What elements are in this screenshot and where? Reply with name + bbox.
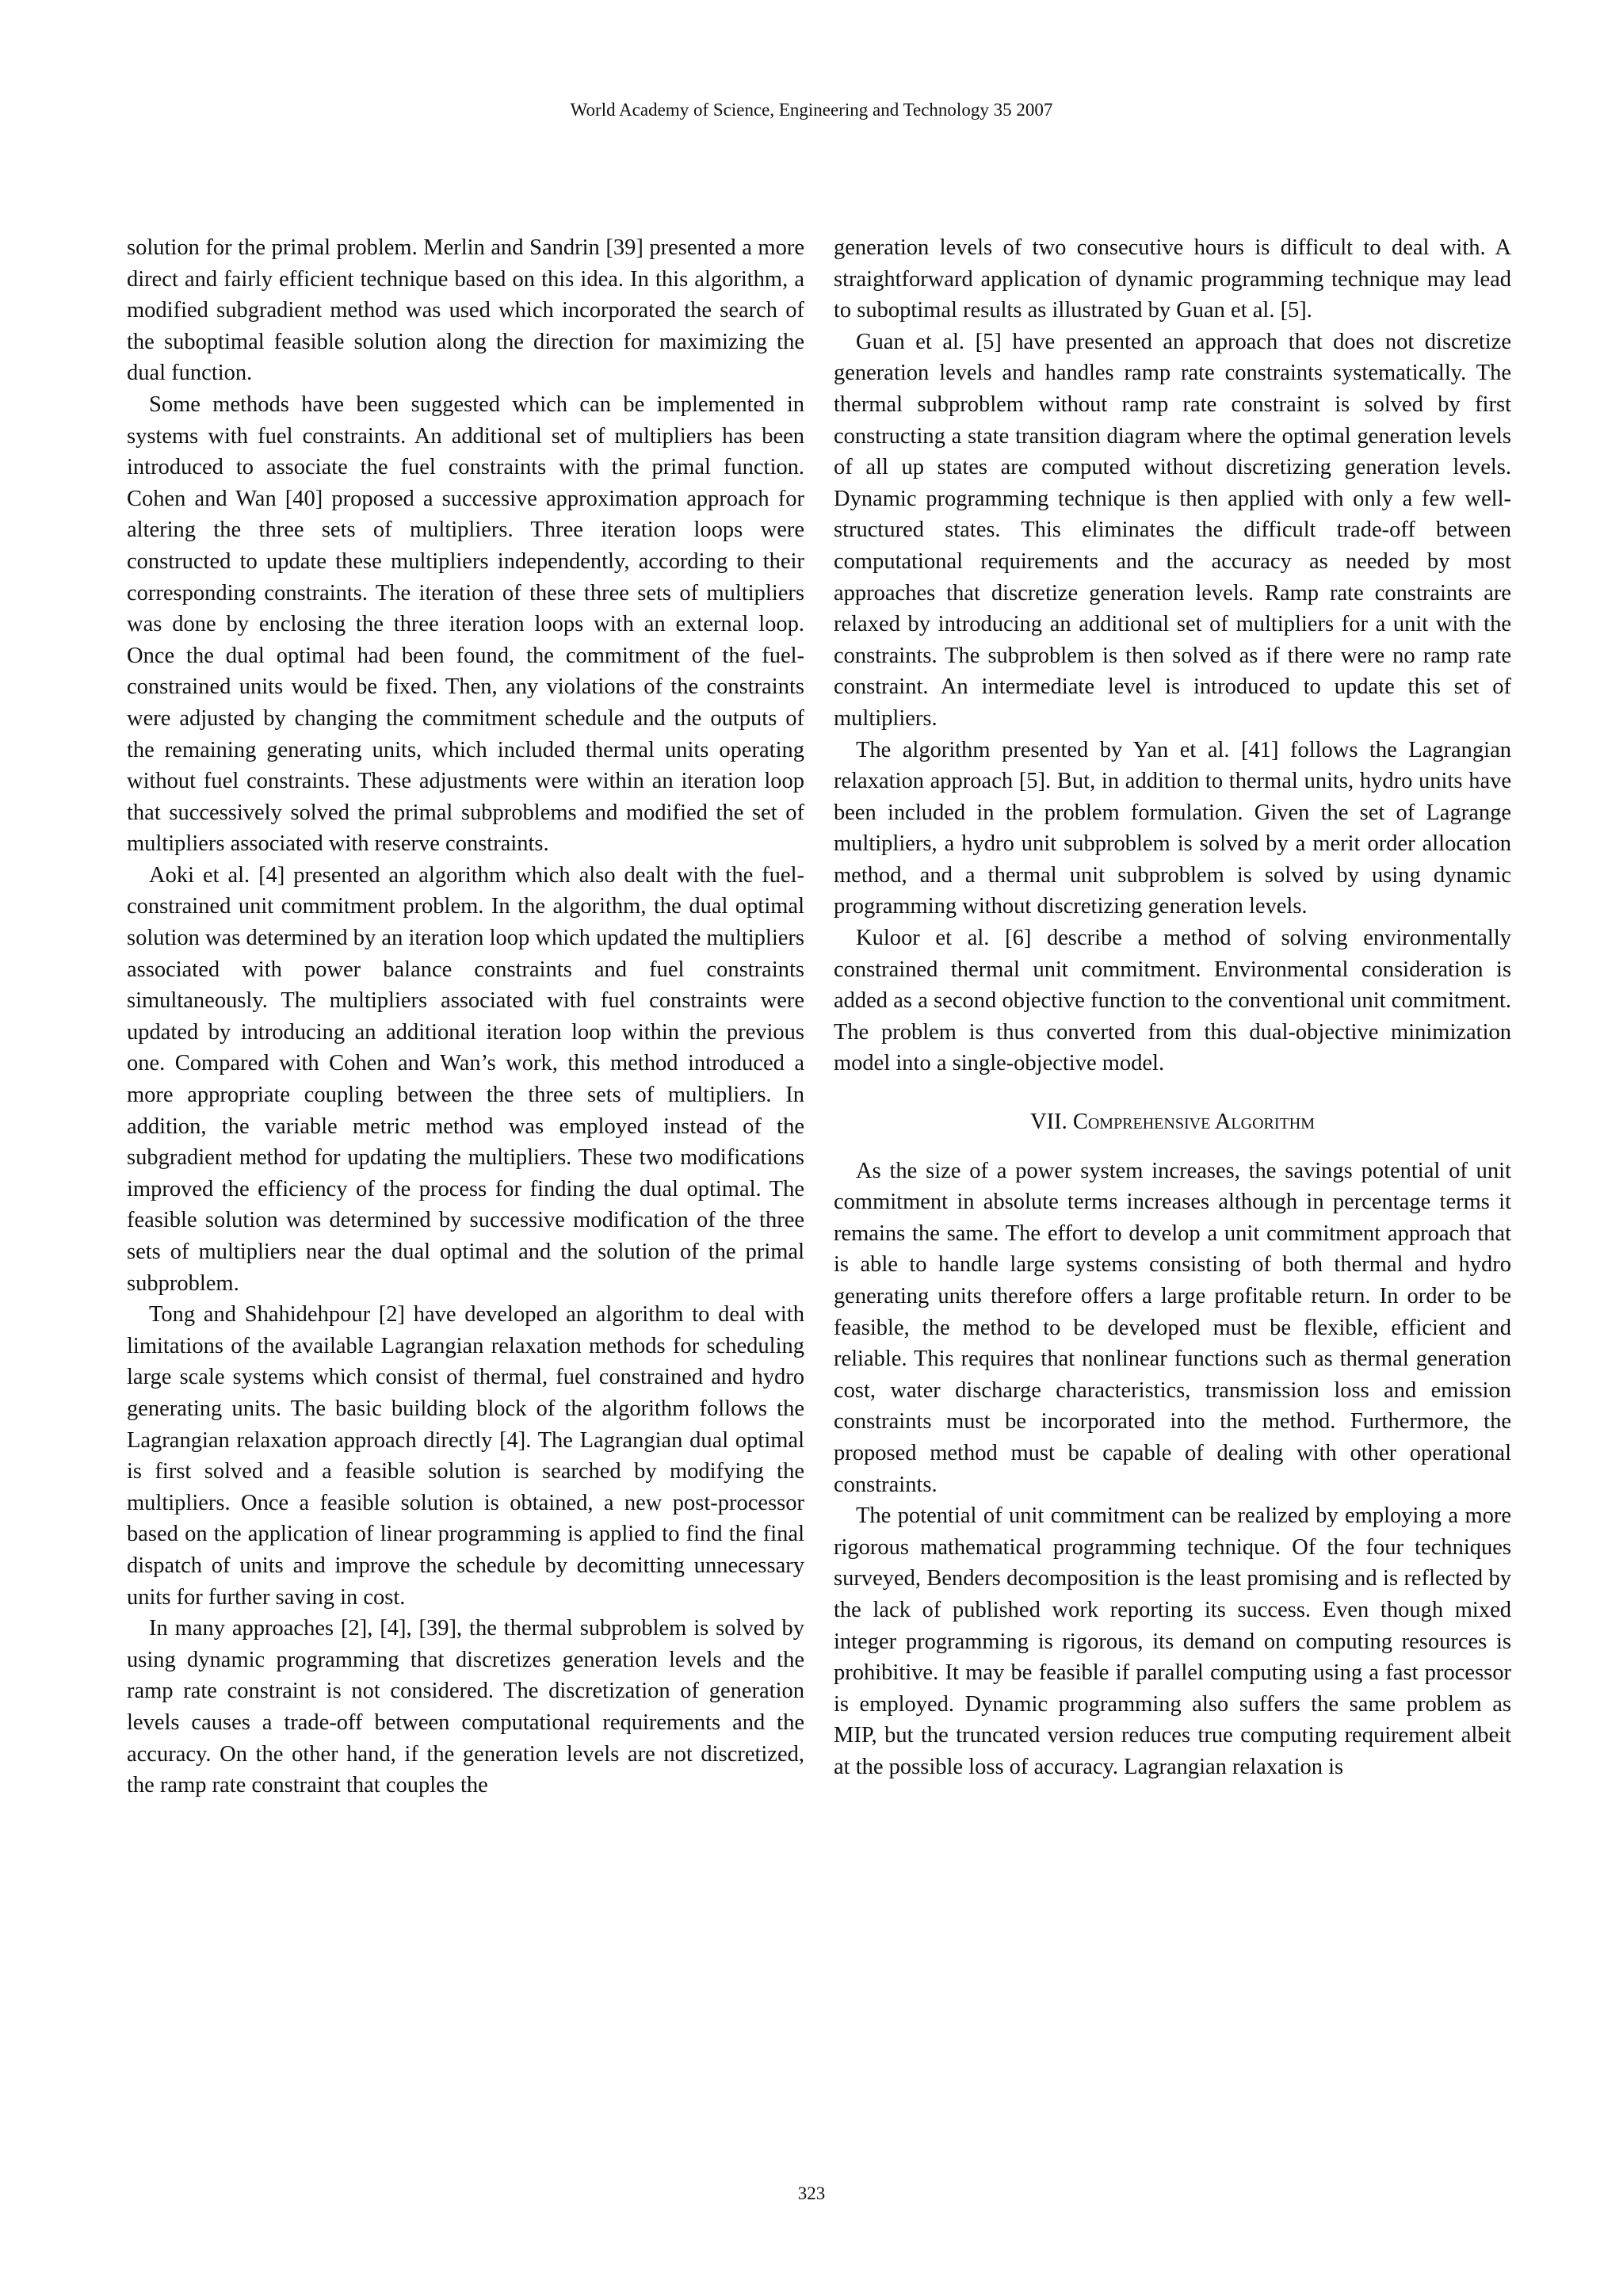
paragraph-yan: The algorithm presented by Yan et al. [41] follows the Lagrangian relaxation approach [5]. But, in addition to thermal units, hydro units have been included in the problem formulation. Given the set of Lagrange multipliers, a hydro unit subproblem is solved by a merit order allocation method, and a thermal unit subproblem is solved by using dynamic programming without discretizing generation levels. [834,737,1511,919]
paragraph-continued: solution for the primal problem. Merlin and Sandrin [39] presented a more direct and fairly efficient technique based on this idea. In this algorithm, a modified subgradient method was used which incorporated the search of the suboptimal feasible solution along the direction for maximizing the dual function. [127,235,804,386]
paragraph-kuloor: Kuloor et al. [6] describe a method of solving environmentally constrained thermal unit commitment. Environmental consideration is added as a second objective function to the conventional unit commitment. The problem is thus converted from this dual-objective minimization model into a single-objective model. [834,926,1511,1076]
paragraph-many-approaches: In many approaches [2], [4], [39], the thermal subproblem is solved by using dynamic programming that discretizes generation levels and the ramp rate constraint is not considered. The discretization of generation levels causes a trade-off between computational requirements and the accuracy. On the other hand, if the generation levels are not discretized, the ramp rate constraint that couples the [127,1616,804,1798]
paragraph-fuel-constraints: Some methods have been suggested which can be implemented in systems with fuel constraints. An additional set of multipliers has been introduced to associate the fuel constraints with the primal function. Cohen and Wan [40] proposed a successive approximation approach for altering the three sets of multipliers. Three iteration loops were constructed to update these multipliers independently, according to their corresponding constraints. The iteration of these three sets of multipliers was done by enclosing the three iteration loops with an external loop. Once the dual optimal had been found, the commitment of the fuel-constrained units would be fixed. Then, any violations of the constraints were adjusted by changing the commitment schedule and the outputs of the remaining generating units, which included thermal units operating without fuel constraints. These adjustments were within an iteration loop that successively solved the primal subproblems and modified the set of multipliers associated with reserve constraints. [127,392,804,857]
paragraph-guan: Guan et al. [5] have presented an approach that does not discretize generation levels and handles ramp rate constraints systematically. The thermal subproblem without ramp rate constraint is solved by first constructing a state transition diagram where the optimal generation levels of all up states are computed without discretizing generation levels. Dynamic programming technique is then applied with only a few well-structured states. This eliminates the difficult trade-off between computational requirements and the accuracy as needed by most approaches that discretize generation levels. Ramp rate constraints are relaxed by introducing an additional set of multipliers for a unit with the constraints. The subproblem is then solved as if there were no ramp rate constraint. An intermediate level is introduced to update this set of multipliers. [834,329,1511,731]
paragraph-continued-right: generation levels of two consecutive hours is difficult to deal with. A straightforward application of dynamic programming technique may lead to suboptimal results as illustrated by Guan et al. [5]. [834,235,1511,323]
left-column [127,232,804,1801]
paragraph-system-size: As the size of a power system increases, the savings potential of unit commitment in absolute terms increases although in percentage terms it remains the same. The effort to develop a unit commitment approach that is able to handle large systems consisting of both thermal and hydro generating units therefore offers a large profitable return. In order to be feasible, the method to be developed must be flexible, efficient and reliable. This requires that nonlinear functions such as thermal generation cost, water discharge characteristics, transmission loss and emission constraints must be incorporated into the method. Furthermore, the proposed method must be capable of dealing with other operational constraints. [834,1158,1511,1497]
page-number: 323 [797,2183,826,2203]
section-title: Comprehensive Algorithm [1072,1110,1315,1135]
paragraph-tong: Tong and Shahidehpour [2] have developed an algorithm to deal with limitations of the available Lagrangian relaxation methods for scheduling large scale systems which consist of thermal, fuel constrained and hydro generating units. The basic building block of the algorithm follows the Lagrangian relaxation approach directly [4]. The Lagrangian dual optimal is first solved and a feasible solution is searched by modifying the multipliers. Once a feasible solution is obtained, a new post-processor based on the application of linear programming is applied to find the final dispatch of units and improve the schedule by decomitting unnecessary units for further saving in cost. [127,1302,804,1610]
paragraph-aoki: Aoki et al. [4] presented an algorithm which also dealt with the fuel-constrained unit commitment problem. In the algorithm, the dual optimal solution was determined by an iteration loop which updated the multipliers associated with power balance constraints and fuel constraints simultaneously. The multipliers associated with fuel constraints were updated by introducing an additional iteration loop within the previous one. Compared with Cohen and Wan’s work, this method introduced a more appropriate coupling between the three sets of multipliers. In addition, the variable metric method was employed instead of the subgradient method for updating the multipliers. These two modifications improved the efficiency of the process for finding the dual optimal. The feasible solution was determined by successive modification of the three sets of multipliers near the dual optimal and the solution of the primal subproblem. [127,862,804,1296]
paragraph-potential: The potential of unit commitment can be realized by employing a more rigorous mathematical programming technique. Of the four techniques surveyed, Benders decomposition is the least promising and is reflected by the lack of published work reporting its success. Even though mixed integer programming is rigorous, its demand on computing resources is prohibitive. It may be feasible if parallel computing using a fast processor is employed. Dynamic programming also suffers the same problem as MIP, but the truncated version reduces true computing requirement albeit at the possible loss of accuracy. Lagrangian relaxation is [834,1503,1511,1779]
running-header: World Academy of Science, Engineering and Technology 35 2007 [570,100,1053,120]
right-column [834,232,1511,1783]
section-heading [834,1106,1511,1138]
section-number: VII. [1030,1110,1067,1135]
